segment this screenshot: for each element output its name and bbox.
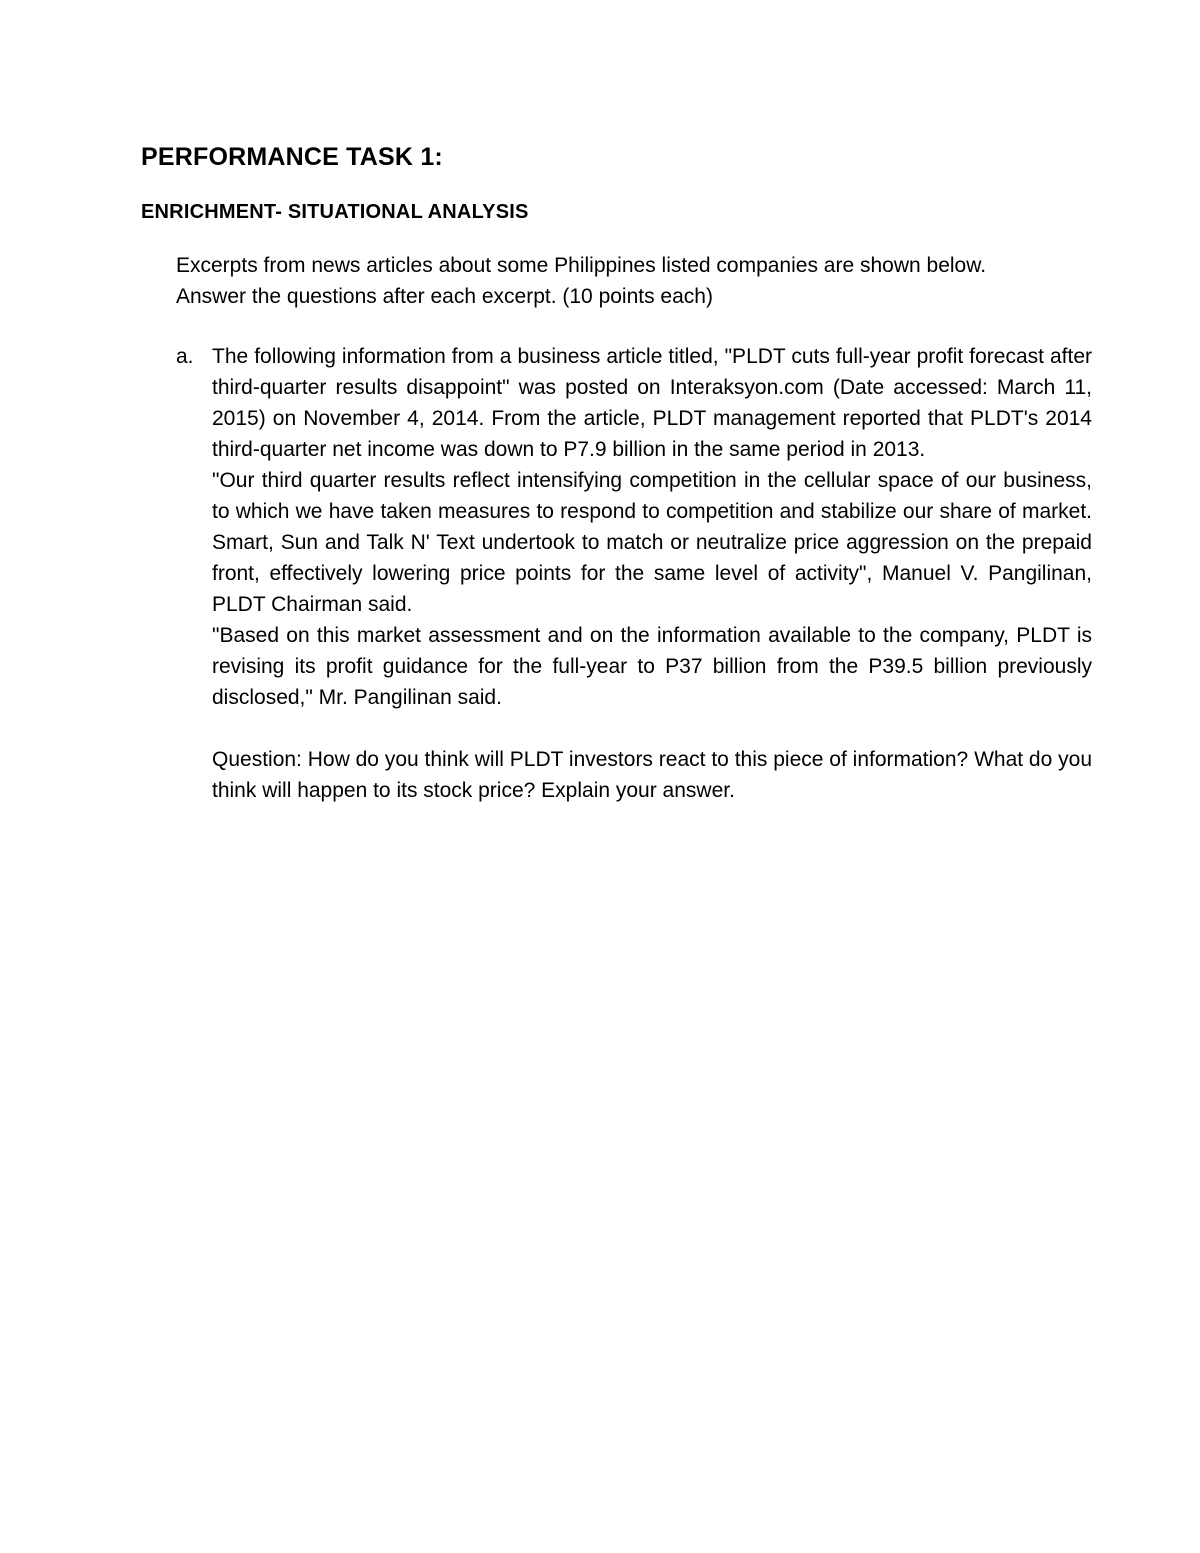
list-item-marker: a. <box>176 345 194 368</box>
excerpt-paragraph-1: The following information from a business article titled, "PLDT cuts full-year profit forecast after third-quarter results disappoint" was posted on Interaksyon.com (Date accessed: March 11, 2015) on November 4, 2014. From the article, PLDT management reported that PLDT's 2014 third-quarter net income was down to P7.9 billion in the same period in 2013. <box>212 345 1092 461</box>
excerpt-paragraph-2: "Our third quarter results reflect intensifying competition in the cellular space of our business, to which we have taken measures to respond to competition and stabilize our share of market. Smart, Sun and Talk N' Text undertook to match or neutralize price aggression on the prepaid front, effectively lowering price points for the same level of activity", Manuel V. Pangilinan, PLDT Chairman said. <box>212 469 1092 616</box>
section-heading: ENRICHMENT- SITUATIONAL ANALYSIS <box>141 201 529 223</box>
question-text: Question: How do you think will PLDT investors react to this piece of information? What do you think will happen to its stock price? Explain your answer. <box>212 748 1092 802</box>
intro-line-1: Excerpts from news articles about some Philippines listed companies are shown below. <box>176 254 987 277</box>
intro-line-2: Answer the questions after each excerpt. (10 points each) <box>176 285 713 308</box>
excerpt-paragraph-3: "Based on this market assessment and on the information available to the company, PLDT is revising its profit guidance for the full-year to P37 billion from the P39.5 billion previously disclosed," Mr. Pangilinan said. <box>212 624 1092 709</box>
intro-text <box>176 250 1092 312</box>
list-item-body <box>212 341 1092 806</box>
page-title: PERFORMANCE TASK 1: <box>141 143 443 171</box>
